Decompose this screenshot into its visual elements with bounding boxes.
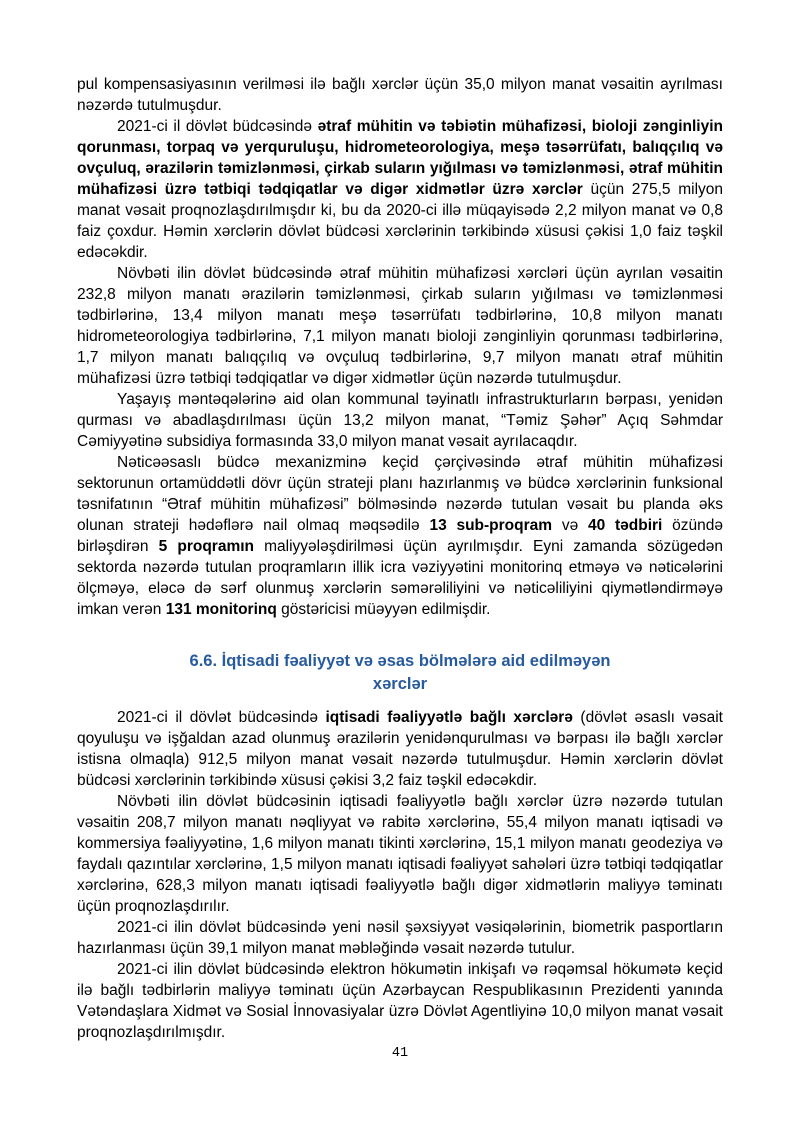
paragraph-text: (dövlət əsaslı vəsait qoyuluşu və işğaldan azad olunmuş ərazilərin yenidənqurulması və bərpası ilə bağlı xərclər istisna olmaqla) 912,5 milyon manat vəsait nəzərdə tutulmuşdur. Həmin xərclərin dövlət büdcəsi xərclərinin tərkibində xüsusi çəkisi 3,2 faiz təşkil edəcəkdir. <box>77 709 723 789</box>
paragraph-text: Nəticəəsaslı büdcə mexanizminə keçid çərçivəsində ətraf mühitin mühafizəsi sektorunun ortamüddətli dövr üçün strateji planı hazırlanmış və büdcə xərclərinin funksional təsnifatının “Ətraf mühitin mühafizəsi” bölməsində nəzərdə tutulan vəsait bu planda əks olunan strateji hədəflərə nail olmaq məqsədilə <box>77 454 723 534</box>
section-heading <box>77 650 723 696</box>
page-number: 41 <box>391 1046 409 1061</box>
paragraph-text: üçün 275,5 milyon manat vəsait proqnozlaşdırılmışdır ki, bu da 2020-ci illə müqayisədə 2,2 milyon manat və 0,8 faiz çoxdur. Həmin xərclərin dövlət büdcəsi xərclərinin tərkibində xüsusi çəkisi 1,0 faiz təşkil edəcəkdir. <box>77 181 723 261</box>
paragraph-text-bold: ətraf mühitin və təbiətin mühafizəsi, bioloji zənginliyin qorunması, torpaq və yerquruluşu, hidrometeorologiya, meşə təsərrüfatı, balıqçılıq və ovçuluq, ərazilərin təmizlənməsi, çirkab suların yığılması və təmizlənməsi, ətraf mühitin mühafizəsi üzrə tətbiqi tədqiqatlar və digər xidmətlər üzrə xərclər <box>77 118 723 198</box>
paragraph-text: özündə birləşdirən <box>77 517 723 555</box>
document-body <box>77 74 723 1043</box>
paragraph-text: Yaşayış məntəqələrinə aid olan kommunal təyinatlı infrastrukturların bərpası, yenidən qurması və abadlaşdırılması üçün 13,2 milyon manat, “Təmiz Şəhər” Açıq Səhmdar Cəmiyyətinə subsidiya formasında 33,0 milyon manat vəsait ayrılacaqdır. <box>77 391 723 450</box>
paragraph-text: 2021-ci ilin dövlət büdcəsində elektron hökumətin inkişafı və rəqəmsal hökumətə keçid ilə bağlı tədbirlərin maliyyə təminatı üçün Azərbaycan Respublikasının Prezidenti yanında Vətəndaşlara Xidmət və Sosial İnnovasiyalar üzrə Dövlət Agentliyinə 10,0 milyon manat vəsait proqnozlaşdırılmışdır. <box>77 961 723 1041</box>
paragraph <box>77 959 723 1043</box>
paragraph-text: Növbəti ilin dövlət büdcəsinin iqtisadi fəaliyyətlə bağlı xərclər üzrə nəzərdə tutulan vəsaitin 208,7 milyon manatı nəqliyyat və rabitə xərclərinə, 55,4 milyon manatı iqtisadi və kommersiya fəaliyyətinə, 1,6 milyon manatı tikinti xərclərinə, 15,1 milyon manatı geodeziya və faydalı qazıntılar xərclərinə, 1,5 milyon manatı iqtisadi fəaliyyət sahələri üzrə tətbiqi tədqiqatlar xərclərinə, 628,3 milyon manatı iqtisadi fəaliyyətlə bağlı digər xidmətlərin maliyyə təminatı üçün proqnozlaşdırılır. <box>77 793 723 915</box>
paragraph-text: maliyyələşdirilməsi üçün ayrılmışdır. Eyni zamanda sözügedən sektorda nəzərdə tutulan proqramların illik icra vəziyyətini monitorinq etməyə və nəticələrini ölçməyə, eləcə də sərf olunmuş xərclərin səmərəliliyini və nəticəliliyini qiymətləndirməyə imkan verən <box>77 538 723 618</box>
section-heading-line2: xərclər <box>372 675 428 693</box>
paragraph-text-bold: 40 tədbiri <box>587 517 663 534</box>
paragraph-text: 2021-ci il dövlət büdcəsində <box>117 709 326 726</box>
paragraph-text-bold: iqtisadi fəaliyyətlə bağlı xərclərə <box>325 709 573 726</box>
paragraph-text-bold: 131 monitorinq <box>165 601 277 618</box>
paragraph-text: və <box>552 517 588 534</box>
paragraph-text-bold: 13 sub-proqram <box>429 517 553 534</box>
paragraph <box>77 74 723 116</box>
paragraph-text: 2021-ci ilin dövlət büdcəsində yeni nəsil şəxsiyyət vəsiqələrinin, biometrik pasportların hazırlanması üçün 39,1 milyon manat məbləğində vəsait nəzərdə tutulur. <box>77 919 723 957</box>
paragraph-text-bold: 5 proqramın <box>158 538 254 555</box>
paragraph <box>77 791 723 917</box>
paragraph-text: 2021-ci il dövlət büdcəsində <box>117 118 318 135</box>
paragraph <box>77 707 723 791</box>
paragraph-text: pul kompensasiyasının verilməsi ilə bağlı xərclər üçün 35,0 milyon manat vəsaitin ayrılması nəzərdə tutulmuşdur. <box>77 76 723 114</box>
paragraph <box>77 452 723 620</box>
paragraph <box>77 389 723 452</box>
paragraph <box>77 917 723 959</box>
paragraph <box>77 116 723 263</box>
paragraph <box>77 263 723 389</box>
paragraph-text: Növbəti ilin dövlət büdcəsində ətraf mühitin mühafizəsi xərcləri üçün ayrılan vəsaitin 232,8 milyon manatı ərazilərin təmizlənməsi, çirkab suların yığılması və təmizlənməsi tədbirlərinə, 13,4 milyon manatı meşə təsərrüfatı tədbirlərinə, 10,8 milyon manatı hidrometeorologiya tədbirlərinə, 7,1 milyon manatı bioloji zənginliyin qorunması tədbirlərinə, 1,7 milyon manatı balıqçılıq və ovçuluq tədbirlərinə, 9,7 milyon manatı ətraf mühitin mühafizəsi üzrə tətbiqi tədqiqatlar və digər xidmətlər üçün nəzərdə tutulmuşdur. <box>77 265 723 387</box>
section-heading-line1: 6.6. İqtisadi fəaliyyət və əsas bölmələrə aid edilməyən <box>189 652 611 670</box>
paragraph-text: göstəricisi müəyyən edilmişdir. <box>276 601 491 618</box>
